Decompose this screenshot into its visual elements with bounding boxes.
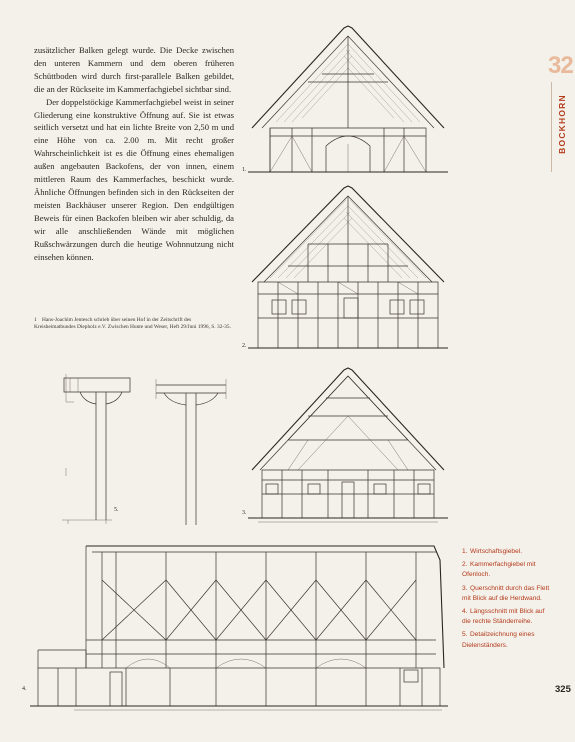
caption-3: 3. Querschnitt durch das Flett mit Blick auf die Herdwand. [462,584,550,602]
footnote-number: 1 [34,317,37,323]
body-text [34,44,234,263]
figure-2-drawing [248,182,448,352]
figure-4-drawing [30,540,450,712]
figure-2-label: 2. [242,343,247,349]
caption-4: 4. Längsschnitt mit Blick auf die rechte Ständerreihe. [462,608,545,626]
figure-3-drawing [248,366,448,526]
figure-5-detail-drawing [150,375,230,525]
chapter-tab-rule [551,82,552,172]
figure-3-label: 3. [242,510,247,516]
chapter-tab-number: 32 [548,52,573,79]
footnote-text: Hans-Joachim Jentesch schrieb über seinen Hof in der Zeitschrift des Kreisheimatbundes Diepholz e.V. Zwischen Hunte und Weser, Heft 29/Juni 1996, S. 32-35. [34,317,231,331]
figure-5-drawing [60,372,132,524]
figure-4-label: 4. [22,686,27,692]
figure-captions [462,547,554,654]
section-label-text: BOCKHORN [557,94,567,154]
caption-1: 1. Wirtschaftsgiebel. [462,548,523,555]
figure-1-label: 1. [242,167,247,173]
figure-5-label: 5. [114,507,119,513]
caption-5: 5. Detailzeichnung eines Dielenständers. [462,631,535,649]
caption-2: 2. Kammerfachgiebel mit Ofenloch. [462,561,536,579]
paragraph-2: Der doppelstöckige Kammerfachgiebel weist in seiner Gliederung eine konstruktive Öffnung auf. Sie ist etwas seitlich versetzt und hat ein lichte Breite von 2,50 m und eine Höhe von ca. 2.00 m. Mit recht großer Wahrscheinlichkeit ist es die Öffnung eines ehemaligen außen angebauten Backofens, der von innen, einem mittleren Raum des Kammerfaches, beschickt wurde. Ähnliche Öffnungen befinden sich in den Rückseiten der meisten Backhäuser unserer Region. Den endgültigen Beweis für einen Backofen bleiben wir aber schuldig, da wir alle anschließenden Wände mit möglichen Rußschwärzungen durch die heutige Wohnnutzung nicht einsehen können. [34,96,234,262]
footnote [34,317,234,332]
paragraph-1: zusätzlicher Balken gelegt wurde. Die Decke zwischen den unteren Kammern und dem oberen früheren Schüttboden wird durch first-parallele Balken gebildet, die an der Rückseite im Kammerfachgiebel sichtbar sind. [34,45,234,94]
section-label [553,94,571,154]
figure-1-drawing [248,24,448,176]
page-number: 325 [555,684,571,695]
